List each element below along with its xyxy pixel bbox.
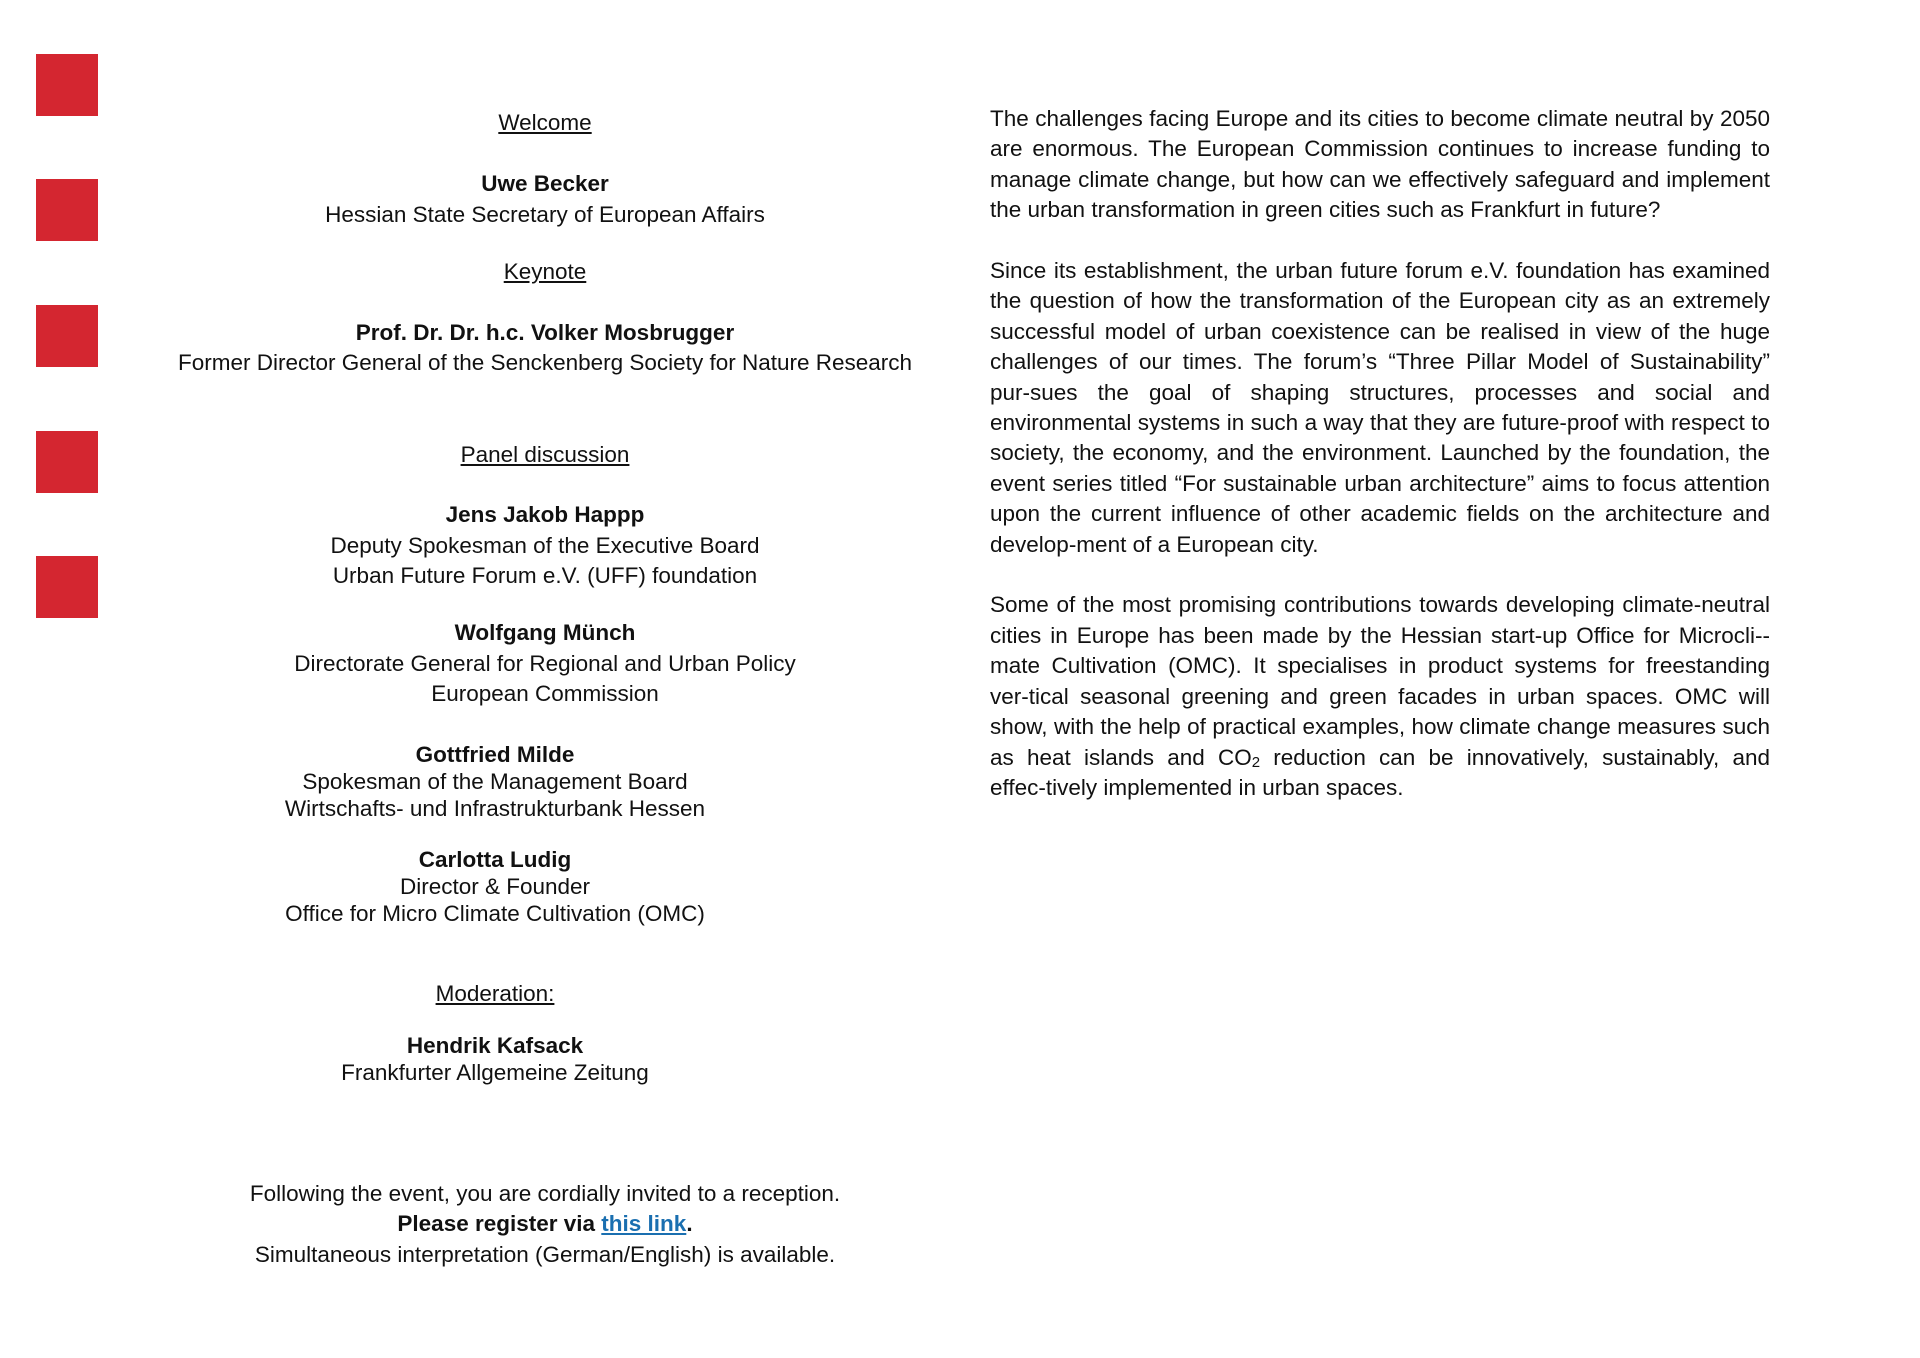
register-link[interactable]: this link (601, 1211, 687, 1236)
decor-square-1 (36, 54, 98, 116)
keynote-heading: Keynote (503, 259, 587, 284)
panelist-name: Jens Jakob Happp (445, 502, 645, 527)
panelist-organization: Urban Future Forum e.V. (UFF) foundation (332, 563, 758, 588)
moderator-organization: Frankfurter Allgemeine Zeitung (341, 1060, 649, 1085)
co2-subscript: 2 (1251, 753, 1261, 771)
welcome-heading: Welcome (498, 110, 592, 135)
welcome-speaker-role: Hessian State Secretary of European Affairs (325, 202, 765, 227)
reception-note: Following the event, you are cordially invited to a reception. (249, 1181, 841, 1206)
panelist-name: Wolfgang Münch (454, 620, 636, 645)
description-column (990, 104, 1770, 834)
panelist-role: Deputy Spokesman of the Executive Board (330, 533, 760, 558)
welcome-speaker-name: Uwe Becker (481, 171, 609, 196)
panel-heading: Panel discussion (460, 442, 630, 467)
panelist-role: Directorate General for Regional and Urban Policy (294, 651, 796, 676)
omc-text-part1: Some of the most promising contributions towards developing climate-neutral cities in Europe has been made by the Hessian start-up Office for Microcli-mate Cultivation (OMC). It specialises in product systems for freestanding ver-tical seasonal greening and green facades in urban spaces. OMC will show, with the help of practical examples, how climate change measures such as heat islands and CO (990, 592, 1770, 770)
moderator-name: Hendrik Kafsack (406, 1033, 584, 1058)
register-prefix: Please register via (397, 1211, 602, 1236)
panelist-role: Spokesman of the Management Board (302, 769, 688, 794)
panelist-organization: Wirtschafts- und Infrastrukturbank Hessen (284, 796, 706, 821)
omc-paragraph (990, 590, 1770, 803)
intro-paragraph: The challenges facing Europe and its cities to become climate neutral by 2050 are enormous. The European Commission continues to increase funding to manage climate change, but how can we effectively safeguard and implement the urban transformation in green cities such as Frankfurt in future? (990, 106, 1770, 223)
decor-square-2 (36, 179, 98, 241)
panelist-organization: European Commission (431, 681, 659, 706)
keynote-speaker-role: Former Director General of the Senckenberg Society for Nature Research (177, 350, 913, 375)
moderation-heading: Moderation: (435, 981, 555, 1006)
decor-square-5 (36, 556, 98, 618)
omc-text-part2: reduction can be innovatively, sustainably, and effec-tively implemented in urban spaces. (990, 744, 1770, 800)
interpretation-note: Simultaneous interpretation (German/English) is available. (254, 1242, 836, 1267)
panelist-name: Gottfried Milde (415, 742, 575, 767)
panelist-organization: Office for Micro Climate Cultivation (OMC) (285, 901, 705, 926)
panelist-name: Carlotta Ludig (418, 847, 572, 872)
decor-square-3 (36, 305, 98, 367)
register-line (140, 1209, 950, 1239)
decor-square-4 (36, 431, 98, 493)
panelist-role: Director & Founder (399, 874, 591, 899)
register-suffix: . (686, 1211, 693, 1236)
foundation-paragraph: Since its establishment, the urban future forum e.V. foundation has examined the question of how the transformation of the European city as an extremely successful model of urban coexistence can be realised in view of the huge challenges of our times. The forum’s “Three Pillar Model of Sustainability” pur-sues the goal of shaping structures, processes and social and environmental systems in such a way that they are future-proof with respect to society, the economy, and the environment. Launched by the foundation, the event series titled “For sustainable urban architecture” aims to focus attention upon the current influence of other academic fields on the architecture and develop-ment of a European city. (990, 258, 1770, 557)
keynote-speaker-name: Prof. Dr. Dr. h.c. Volker Mosbrugger (355, 320, 735, 345)
programme-column (140, 0, 950, 1358)
